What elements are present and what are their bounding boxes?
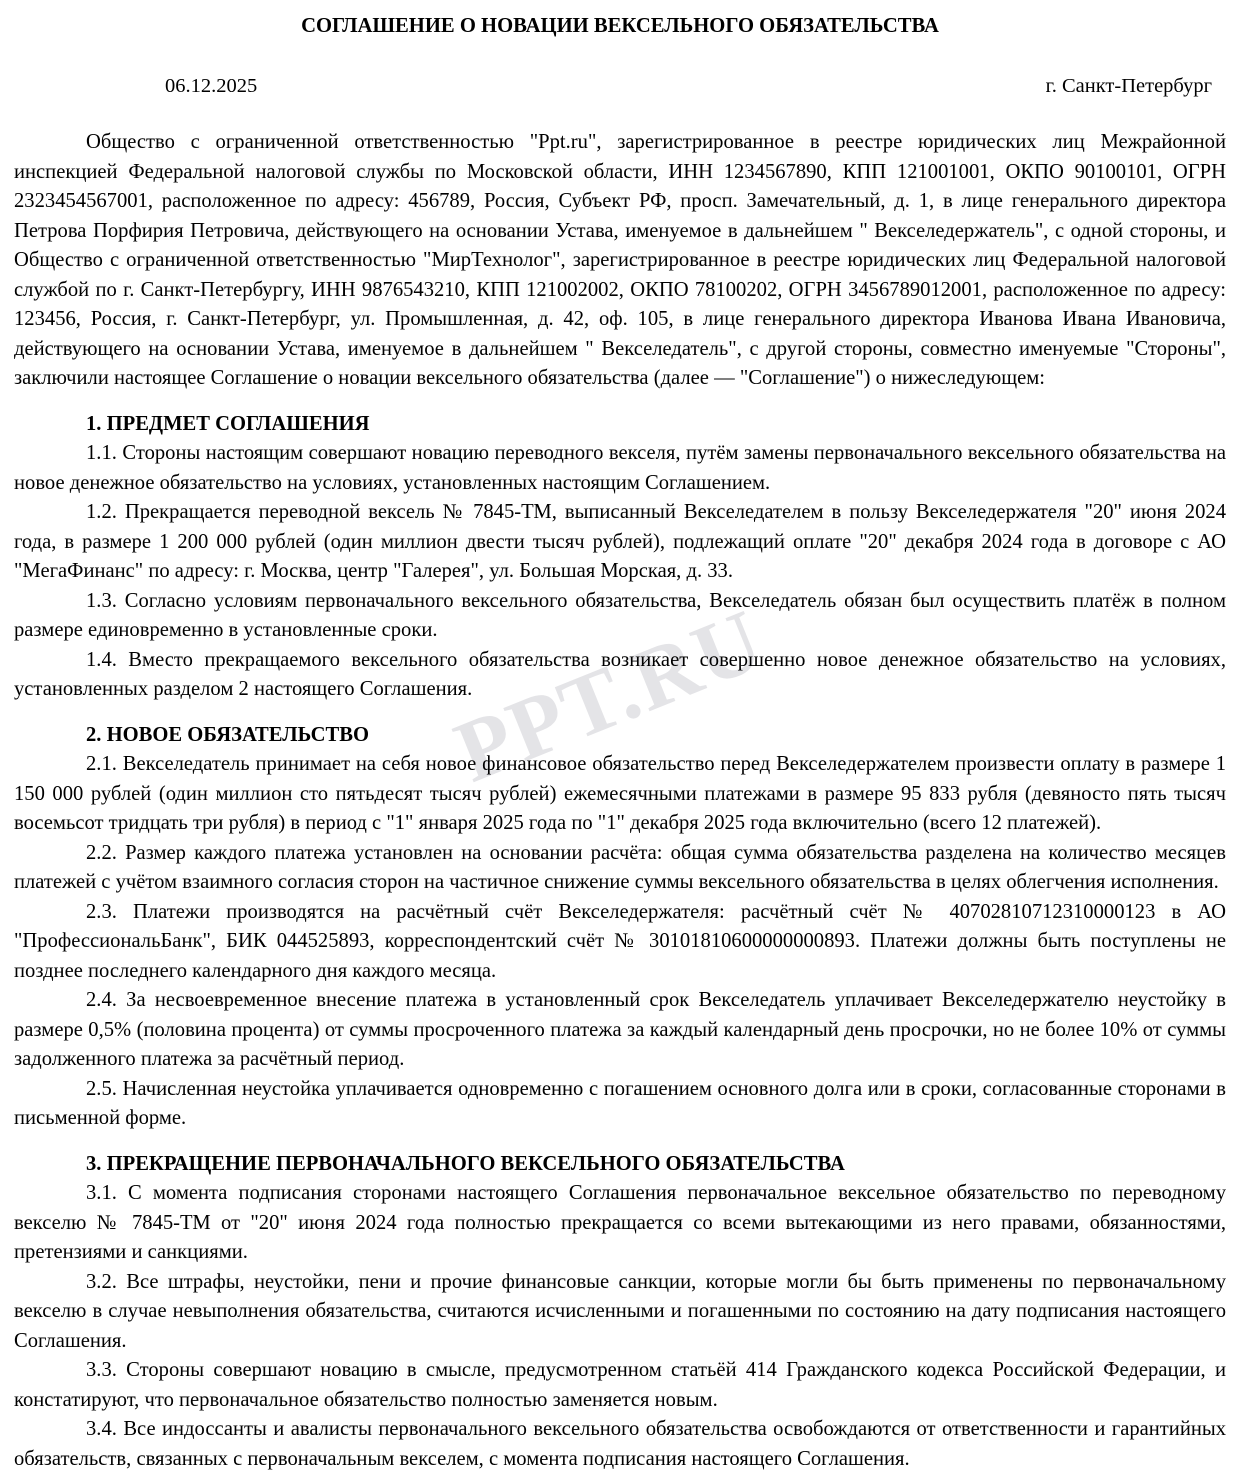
clause-3-2: 3.2. Все штрафы, неустойки, пени и прочие финансовые санкции, которые могли бы быть применены по первоначальному векселю в случае невыполнения обязательства, считаются исчисленными и погашенными по состоянию на дату подписания настоящего Соглашения. xyxy=(14,1270,1226,1352)
clause-2-3: 2.3. Платежи производятся на расчётный счёт Векселедержателя: расчётный счёт № 40702810712310000123 в АО "ПрофессиональБанк", БИК 044525893, корреспондентский счёт № 30101810600000000893. Платежи должны быть поступлены не позднее последнего календарного дня каждого месяца. xyxy=(14,900,1226,982)
document-content xyxy=(14,10,1226,1474)
document-city: г. Санкт-Петербург xyxy=(1045,75,1212,97)
clause-1-2: 1.2. Прекращается переводной вексель № 7845-ТМ, выписанный Векселедателем в пользу Векселедержателя "20" июня 2024 года, в размере 1 200 000 рублей (один миллион двести тысяч рублей), подлежащий оплате "20" декабря 2024 года в договоре с АО "МегаФинанс" по адресу: г. Москва, центр "Галерея", ул. Большая Морская, д. 33. xyxy=(14,501,1226,582)
clause-2-4: 2.4. За несвоевременное внесение платежа в установленный срок Векселедатель уплачивает Векселедержателю неустойку в размере 0,5% (половина процента) от суммы просроченного платежа за каждый календарный день просрочки, но не более 10% от суммы задолженного платежа за расчётный период. xyxy=(14,989,1226,1070)
clause-2-2: 2.2. Размер каждого платежа установлен на основании расчёта: общая сумма обязательства разделена на количество месяцев платежей с учётом взаимного согласия сторон на частичное снижение суммы вексельного обязательства в целях облегчения исполнения. xyxy=(14,841,1226,893)
clause-3-4: 3.4. Все индоссанты и авалисты первоначального вексельного обязательства освобождаются от ответственности и гарантийных обязательств, связанных с первоначальным векселем, с момента подписания настоящего Соглашения. xyxy=(14,1418,1226,1470)
clause-2-1: 2.1. Векселедатель принимает на себя новое финансовое обязательство перед Векселедержателем произвести оплату в размере 1 150 000 рублей (один миллион сто пятьдесят тысяч рублей) ежемесячными платежами в размере 95 833 рубля (девяносто пять тысяч восемьсот тридцать три рубля) в период с "1" января 2025 года по "1" декабря 2025 года включительно (всего 12 платежей). xyxy=(14,753,1226,834)
spacer xyxy=(14,705,1226,721)
spacer xyxy=(14,1134,1226,1150)
page-title: СОГЛАШЕНИЕ О НОВАЦИИ ВЕКСЕЛЬНОГО ОБЯЗАТЕЛЬСТВА xyxy=(301,13,939,37)
clause-1-3: 1.3. Согласно условиям первоначального вексельного обязательства, Векселедатель обязан был осуществить платёж в полном размере единовременно в установленные сроки. xyxy=(14,589,1226,641)
clause-2-5: 2.5. Начисленная неустойка уплачивается одновременно с погашением основного долга или в сроки, согласованные сторонами в письменной форме. xyxy=(14,1077,1226,1129)
section-heading-3: 3. ПРЕКРАЩЕНИЕ ПЕРВОНАЧАЛЬНОГО ВЕКСЕЛЬНОГО ОБЯЗАТЕЛЬСТВА xyxy=(86,1152,845,1175)
document-body xyxy=(14,128,1226,1474)
preamble-paragraph: Общество с ограниченной ответственностью "Ppt.ru", зарегистрированное в реестре юридических лиц Межрайонной инспекцией Федеральной налоговой службы по Московской области, ИНН 1234567890, КПП 121001001, ОКПО 90100101, ОГРН 2323454567001, расположенное по адресу: 456789, Россия, Субъект РФ, просп. Замечательный, д. 1, в лице генерального директора Петрова Порфирия Петровича, действующего на основании Устава, именуемое в дальнейшем " Векселедержатель", с одной стороны, и Общество с ограниченной ответственностью "МирТехнолог", зарегистрированное в реестре юридических лиц Федеральной налоговой службой по г. Санкт-Петербургу, ИНН 9876543210, КПП 121002002, ОКПО 78100202, ОГРН 3456789012001, расположенное по адресу: 123456, Россия, г. Санкт-Петербург, ул. Промышленная, д. 42, оф. 105, в лице генерального директора Иванова Ивана Ивановича, действующего на основании Устава, именуемое в дальнейшем " Векселедатель", с другой стороны, совместно именуемые "Стороны", заключили настоящее Соглашение о новации вексельного обязательства (далее — "Соглашение") о нижеследующем: xyxy=(14,131,1226,389)
clause-3-1: 3.1. С момента подписания сторонами настоящего Соглашения первоначальное вексельное обязательство по переводному векселю № 7845-ТМ от "20" июня 2024 года полностью прекращается со всеми вытекающими из него правами, обязанностями, претензиями и санкциями. xyxy=(14,1182,1226,1263)
section-heading-2: 2. НОВОЕ ОБЯЗАТЕЛЬСТВО xyxy=(86,723,370,746)
clause-1-4: 1.4. Вместо прекращаемого вексельного обязательства возникает совершенно новое денежное обязательство на условиях, установленных разделом 2 настоящего Соглашения. xyxy=(14,648,1226,700)
clause-1-1: 1.1. Стороны настоящим совершают новацию переводного векселя, путём замены первоначального вексельного обязательства на новое денежное обязательство на условиях, установленных настоящим Соглашением. xyxy=(14,442,1226,494)
document-meta-row xyxy=(14,72,1226,100)
document-date: 06.12.2025 xyxy=(165,75,258,97)
ppt-ru-watermark: PPT.RU xyxy=(442,591,777,802)
section-heading-1: 1. ПРЕДМЕТ СОГЛАШЕНИЯ xyxy=(86,412,370,435)
clause-3-3: 3.3. Стороны совершают новацию в смысле, предусмотренном статьёй 414 Гражданского кодекса Российской Федерации, и констатируют, что первоначальное обязательство полностью заменяется новым. xyxy=(14,1359,1226,1411)
spacer xyxy=(14,394,1226,410)
